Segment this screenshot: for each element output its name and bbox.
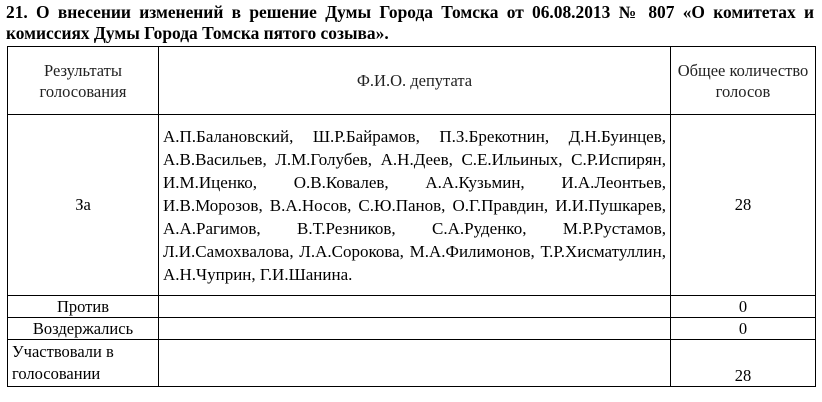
row-count-against: 0: [671, 296, 816, 318]
row-count-participated: 28: [671, 340, 816, 387]
table-row-abstained: [8, 318, 816, 340]
row-names-abstained: [159, 318, 671, 340]
row-count-abstained: 0: [671, 318, 816, 340]
table-header-row: [8, 47, 816, 115]
row-names-participated: [159, 340, 671, 387]
deputy-names-cell: [159, 115, 671, 296]
voting-results-table: [7, 46, 816, 387]
header-results: Результаты голосования: [8, 47, 159, 115]
header-deputy-name: Ф.И.О. депутата: [159, 47, 671, 115]
row-label-abstained: Воздержались: [8, 318, 159, 340]
table-row-against: [8, 296, 816, 318]
row-label-participated: Участвовали в голосовании: [8, 340, 159, 387]
row-label-against: Против: [8, 296, 159, 318]
row-count-for: 28: [671, 115, 816, 296]
row-names-against: [159, 296, 671, 318]
row-label-for: За: [8, 115, 159, 296]
table-row-participated: [8, 340, 816, 387]
deputy-names-list: А.П.Балановский, Ш.Р.Байрамов, П.З.Брекотнин, Д.Н.Буинцев, А.В.Васильев, Л.М.Голубев, А.Н.Деев, С.Е.Ильиных, С.Р.Испирян, И.М.Иценко, О.В.Ковалев, А.А.Кузьмин, И.А.Леонтьев, И.В.Морозов, В.А.Носов, С.Ю.Панов, О.Г.Правдин, И.И.Пушкарев, А.А.Рагимов, В.Т.Резников, С.А.Руденко, М.Р.Рустамов, Л.И.Самохвалова, Л.А.Сорокова, М.А.Филимонов, Т.Р.Хисматуллин, А.Н.Чуприн, Г.И.Шанина.: [163, 126, 666, 284]
table-row-for: [8, 115, 816, 296]
header-total-votes: Общее количество голосов: [671, 47, 816, 115]
item-heading: 21. О внесении изменений в решение Думы Города Томска от 06.08.2013 № 807 «О комитетах и комиссиях Думы Города Томска пятого созыва».: [6, 2, 814, 43]
